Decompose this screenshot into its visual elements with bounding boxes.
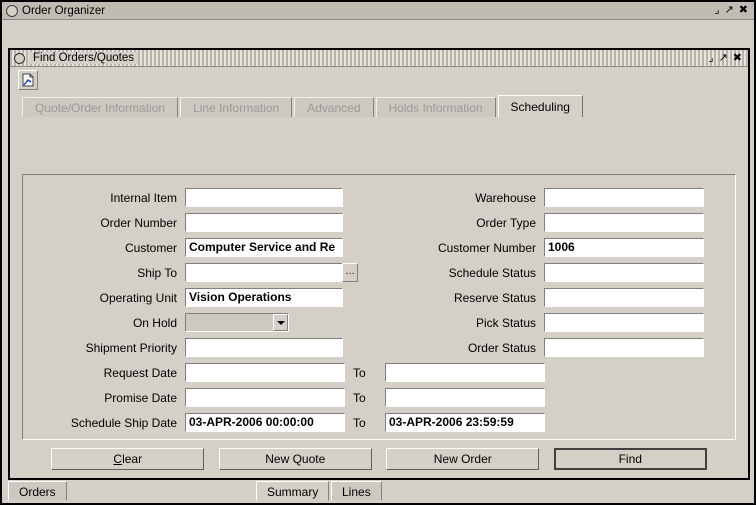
list-of-values-icon[interactable]: …: [342, 263, 358, 282]
field-row-pick-status: [382, 310, 704, 335]
tab-holds-information[interactable]: Holds Information: [376, 97, 496, 117]
label-promise-date: Promise Date: [104, 390, 177, 405]
input-operating-unit[interactable]: Vision Operations: [185, 288, 343, 307]
input-order-number[interactable]: [185, 213, 343, 232]
label-schedule-ship-date-to: To: [353, 415, 366, 430]
find-action-buttons: [10, 448, 748, 470]
find-maximize-icon[interactable]: ↗: [718, 51, 728, 64]
field-row-customer: [29, 235, 358, 260]
input-reserve-status[interactable]: [544, 288, 704, 307]
input-promise-date-from[interactable]: [185, 388, 345, 407]
field-row-warehouse: [382, 185, 704, 210]
titlebar-hatch: [138, 50, 708, 66]
label-warehouse: Warehouse: [475, 190, 536, 205]
field-row-operating-unit: [29, 285, 358, 310]
field-row-schedule-ship-date: [29, 410, 735, 435]
input-schedule-ship-date-from[interactable]: 03-APR-2006 00:00:00: [185, 413, 345, 432]
input-schedule-status[interactable]: [544, 263, 704, 282]
tab-line-information[interactable]: Line Information: [180, 97, 292, 117]
input-customer-number[interactable]: 1006: [544, 238, 704, 257]
label-request-date: Request Date: [103, 365, 177, 380]
label-customer: Customer: [124, 240, 177, 255]
scheduling-criteria-panel: [22, 174, 736, 440]
input-request-date-to[interactable]: [385, 363, 545, 382]
right-field-column: [382, 185, 704, 360]
label-order-type: Order Type: [476, 215, 536, 230]
label-customer-number: Customer Number: [437, 240, 536, 255]
field-row-customer-number: [382, 235, 704, 260]
field-row-order-number: [29, 210, 358, 235]
field-row-order-type: [382, 210, 704, 235]
input-promise-date-to[interactable]: [385, 388, 545, 407]
tab-summary[interactable]: Summary: [256, 481, 329, 501]
field-row-schedule-status: [382, 260, 704, 285]
find-orders-quotes-window: [8, 48, 750, 480]
label-order-number: Order Number: [100, 215, 177, 230]
chevron-down-icon[interactable]: [273, 314, 288, 331]
close-icon[interactable]: ✖: [738, 4, 748, 16]
tab-orders[interactable]: Orders: [8, 481, 67, 501]
label-reserve-status: Reserve Status: [453, 290, 536, 305]
input-customer[interactable]: Computer Service and Re: [185, 238, 343, 257]
label-schedule-status: Schedule Status: [448, 265, 536, 280]
left-field-column: [29, 185, 358, 360]
clear-button[interactable]: Clear: [51, 448, 204, 470]
label-on-hold: On Hold: [132, 315, 177, 330]
field-row-on-hold: [29, 310, 358, 335]
maximize-icon[interactable]: ↗: [724, 4, 734, 16]
tab-quote-order-information[interactable]: Quote/Order Information: [22, 97, 178, 117]
minimize-icon[interactable]: ⌟: [714, 4, 720, 16]
label-internal-item: Internal Item: [110, 190, 177, 205]
tab-advanced[interactable]: Advanced: [294, 97, 373, 117]
label-shipment-priority: Shipment Priority: [85, 340, 177, 355]
field-row-order-status: [382, 335, 704, 360]
label-schedule-ship-date: Schedule Ship Date: [70, 415, 177, 430]
input-shipment-priority[interactable]: [185, 338, 343, 357]
tab-scheduling[interactable]: Scheduling: [498, 95, 583, 117]
input-internal-item[interactable]: [185, 188, 343, 207]
find-toolbar: [10, 67, 748, 93]
window-titlebar: [2, 2, 754, 20]
label-request-date-to: To: [353, 365, 366, 380]
find-window-menu-icon[interactable]: [14, 53, 25, 64]
bottom-tab-strip: [2, 481, 754, 503]
window-menu-icon[interactable]: [6, 5, 18, 17]
window-title: Order Organizer: [22, 4, 106, 17]
label-operating-unit: Operating Unit: [99, 290, 177, 305]
input-schedule-ship-date-to[interactable]: 03-APR-2006 23:59:59: [385, 413, 545, 432]
label-pick-status: Pick Status: [475, 315, 536, 330]
find-close-icon[interactable]: ✖: [732, 51, 742, 64]
input-order-status[interactable]: [544, 338, 704, 357]
tab-lines[interactable]: Lines: [331, 481, 382, 501]
field-row-ship-to: [29, 260, 358, 285]
input-order-type[interactable]: [544, 213, 704, 232]
new-document-icon[interactable]: [18, 70, 38, 90]
label-promise-date-to: To: [353, 390, 366, 405]
field-row-request-date: [29, 360, 735, 385]
label-order-status: Order Status: [467, 340, 536, 355]
select-on-hold[interactable]: [185, 313, 289, 332]
find-minimize-icon[interactable]: ⌟: [708, 51, 714, 64]
input-warehouse[interactable]: [544, 188, 704, 207]
clear-button-label-rest: lear: [122, 452, 143, 466]
find-tab-strip: [10, 95, 748, 117]
find-window-title: Find Orders/Quotes: [29, 52, 138, 64]
new-quote-button[interactable]: New Quote: [219, 448, 372, 470]
find-window-titlebar: [10, 50, 748, 67]
find-button[interactable]: Find: [554, 448, 707, 470]
input-pick-status[interactable]: [544, 313, 704, 332]
input-ship-to[interactable]: [185, 263, 343, 282]
field-row-internal-item: [29, 185, 358, 210]
field-row-reserve-status: [382, 285, 704, 310]
label-ship-to: Ship To: [137, 265, 177, 280]
field-row-promise-date: [29, 385, 735, 410]
field-row-shipment-priority: [29, 335, 358, 360]
input-request-date-from[interactable]: [185, 363, 345, 382]
new-order-button[interactable]: New Order: [386, 448, 539, 470]
